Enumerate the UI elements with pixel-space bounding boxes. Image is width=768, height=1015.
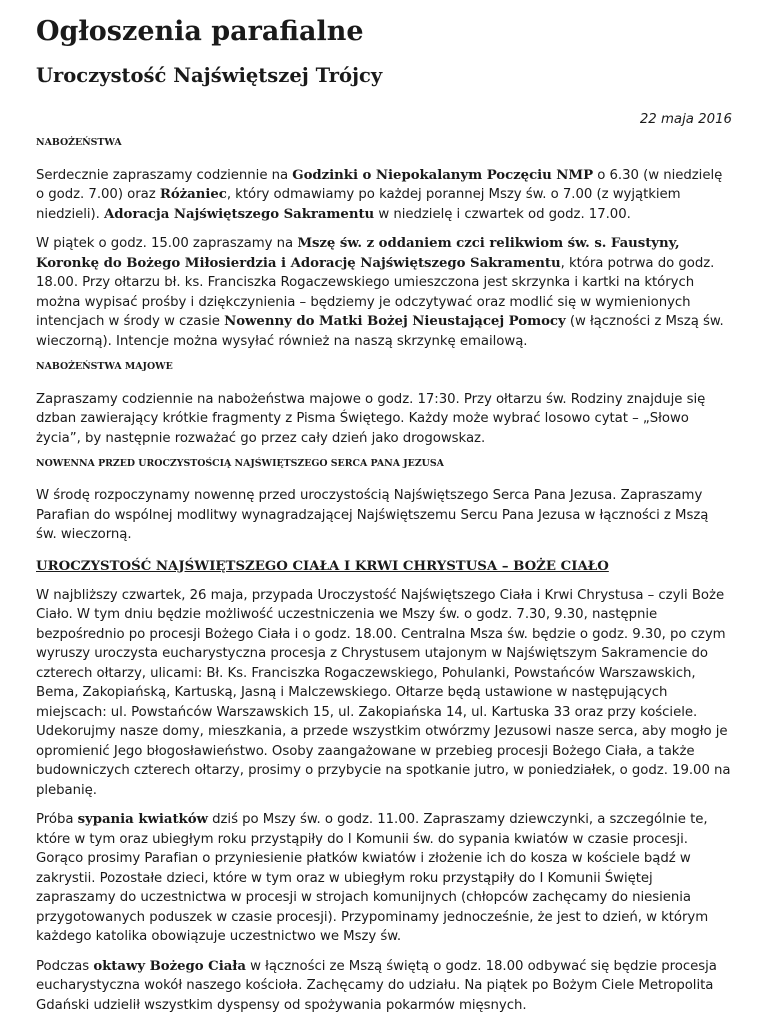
page-subtitle: Uroczystość Najświętszej Trójcy: [36, 64, 383, 88]
section-heading-nowenna: NOWENNA PRZED UROCZYSTOŚCIĄ NAJŚWIĘTSZEGO SERCA PANA JEZUSA: [36, 458, 444, 469]
text-run: w niedzielę i czwartek od godz. 17.00.: [374, 206, 631, 222]
bold-text: Nowenny do Matki Bożej Nieustającej Pomocy: [224, 314, 566, 330]
publication-date: 22 maja 2016: [639, 112, 732, 128]
text-run: o 6.30 (w niedzielę o godz. 7.00) oraz: [36, 167, 723, 203]
paragraph-piatek: [36, 234, 732, 351]
text-run: Próba: [36, 812, 78, 828]
paragraph-boze-cialo: W najbliższy czwartek, 26 maja, przypada Uroczystość Najświętszego Ciała i Krwi Chrystusa – czyli Boże Ciało. W tym dniu będzie możliwość uczestniczenia we Mszy św. o godz. 7.30, 9.30, następnie bezpośrednio po procesji Bożego Ciała i o godz. 18.00. Centralna Msza św. będzie o godz. 9.30, po czym wyruszy uroczysta eucharystyczna procesja z Chrystusem utajonym w Najświętszym Sakramencie do czterech ołtarzy, ulicami: Bł. Ks. Franciszka Rogaczewskiego, Pohulanki, Powstańców Warszawskich, Bema, Zakopiańską, Kartuską, Jasną i Malczewskiego. Ołtarze będą ustawione w następujących miejscach: ul. Powstańców Warszawskich 15, ul. Zakopiańska 14, ul. Kartuska 33 oraz przy kościele. Udekorujmy nasze domy, mieszkania, a przede wszystkim otwórzmy Jezusowi nasze serca, aby mogło je opromienić Jego błogosławieństwo. Osoby zaangażowane w przebieg procesji Bożego Ciała, a także budowniczych czterech ołtarzy, prosimy o przybycie na spotkanie jutro, w poniedziałek, o godz. 19.00 na plebanię.: [36, 587, 731, 798]
bold-text: Mszę św. z oddaniem czci relikwiom św. s. Faustyny, Koronkę do Bożego Miłosierdzia i Adorację Najświętszego Sakramentu: [36, 236, 680, 271]
bold-text: sypania kwiatków: [77, 812, 208, 828]
bold-text: oktawy Bożego Ciała: [93, 958, 246, 974]
text-run: Serdecznie zapraszamy codziennie na: [36, 167, 293, 183]
text-run: W piątek o godz. 15.00 zapraszamy na: [36, 236, 298, 252]
section-heading-nabozenstwa: NABOŻEŃSTWA: [36, 137, 122, 149]
paragraph-nowenna: W środę rozpoczynamy nowennę przed uroczystością Najświętszego Serca Pana Jezusa. Zapraszamy Parafian do wspólnej modlitwy wynagradzającej Najświętszemu Sercu Pana Jezusa w łączności z Mszą św. wieczorną.: [36, 488, 709, 543]
text-run: Podczas: [36, 958, 94, 974]
text-run: , który odmawiamy po każdej porannej Mszy św. o 7.00 (z wyjątkiem niedzieli).: [36, 187, 681, 222]
bold-text: Adoracja Najświętszego Sakramentu: [104, 206, 375, 222]
bold-text: Różaniec: [159, 187, 227, 203]
paragraph-godzinki: [36, 166, 732, 225]
paragraph-oktawa: [36, 957, 732, 1015]
text-run: dziś po Mszy św. o godz. 11.00. Zapraszamy dziewczynki, a szczególnie te, które w tym oraz ubiegłym roku przystąpiły do I Komunii św. do sypania kwiatów w czasie procesji. Gorąco prosimy Parafian o przyniesienie płatków kwiatów i złożenie ich do kosza w kościele bądź w zakrystii. Pozostałe dzieci, które w tym oraz w ubiegłym roku przystąpiły do I Komunii Świętej zapraszamy do uczestnictwa w procesji w strojach komunijnych (chłopców zachęcamy do niesienia przygotowanych poduszek w czasie procesji). Przypominamy jednocześnie, że jest to dzień, w którym każdego katolika obowiązuje uczestnictwo we Mszy św.: [36, 812, 709, 945]
text-run: , która potrwa do godz. 18.00. Przy ołtarzu bł. ks. Franciszka Rogaczewskiego umieszczona jest skrzynka i kartki na których można wypisać prośby i dziękczynienia – będziemy je odczytywać oraz modlić się w wymienionych intencjach w środy w czasie: [36, 255, 715, 330]
section-heading-majowe: NABOŻEŃSTWA MAJOWE: [36, 361, 173, 373]
bold-text: Godzinki o Niepokalanym Poczęciu NMP: [292, 167, 594, 183]
section-heading-boze-cialo: UROCZYSTOŚĆ NAJŚWIĘTSZEGO CIAŁA I KRWI CHRYSTUSA – BOŻE CIAŁO: [36, 558, 609, 574]
page-title: Ogłoszenia parafialne: [36, 16, 364, 47]
text-run: (w łączności z Mszą św. wieczorną). Intencje można wysyłać również na naszą skrzynkę emailową.: [36, 314, 724, 349]
text-run: w łączności ze Mszą świętą o godz. 18.00 odbywać się będzie procesja eucharystyczna wokół naszego kościoła. Zachęcamy do udziału. Na piątek po Bożym Ciele Metropolita Gdański udzielił wszystkim dyspensy od spożywania pokarmów mięsnych.: [36, 958, 717, 1013]
paragraph-majowe: Zapraszamy codziennie na nabożeństwa majowe o godz. 17:30. Przy ołtarzu św. Rodziny znajduje się dzban zawierający krótkie fragmenty z Pisma Świętego. Każdy może wybrać losowo cytat – „Słowo życia”, by następnie rozważać go przez cały dzień jako drogowskaz.: [36, 391, 706, 446]
paragraph-sypanie-kwiatkow: [36, 810, 732, 947]
